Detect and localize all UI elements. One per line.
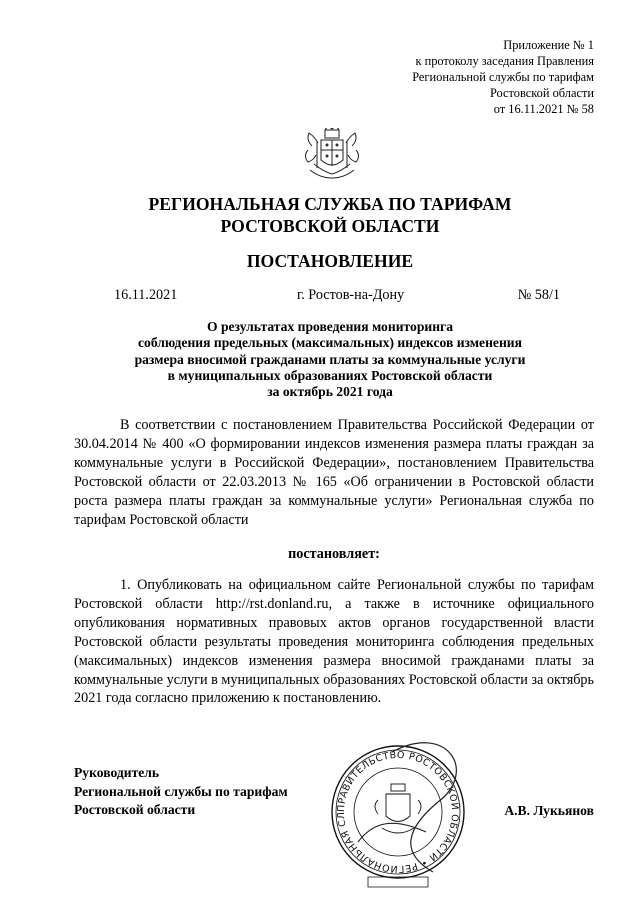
- position-line-2: Региональной службы по тарифам: [74, 783, 288, 799]
- clause-1-paragraph: 1. Опубликовать на официальном сайте Региональной службы по тарифам Ростовской области http://rst.donland.ru, а также в источнике официального опубликования нормативных правовых актов органов государственной власти Ростовской области результаты проведения мониторинга соблюдения предельных (максимальных) индексов изменения размера вносимой гражданами платы за коммунальные услуги в муниципальных образованиях Ростовской области за октябрь 2021 года согласно приложению к постановлению.: [74, 577, 594, 707]
- title-line-2: соблюдения предельных (максимальных) индексов изменения: [138, 335, 522, 351]
- appendix-line-1: Приложение № 1: [503, 38, 594, 52]
- org-line-1: РЕГИОНАЛЬНАЯ СЛУЖБА ПО ТАРИФАМ: [148, 194, 512, 214]
- org-line-2: РОСТОВСКОЙ ОБЛАСТИ: [220, 216, 440, 236]
- appendix-line-2: к протоколу заседания Правления: [415, 54, 594, 68]
- organization-name: [60, 193, 600, 237]
- signatory-position: [74, 764, 288, 820]
- appendix-line-3: Региональной службы по тарифам: [412, 70, 594, 84]
- position-line-3: Ростовской области: [74, 802, 196, 818]
- title-line-1: О результатах проведения мониторинга: [206, 319, 454, 334]
- document-city: г. Ростов-на-Дону: [297, 287, 405, 303]
- official-seal-icon: [328, 732, 468, 892]
- document-date: 16.11.2021: [114, 287, 178, 303]
- document-title: [70, 319, 590, 400]
- svg-text:ПРАВИТЕЛЬСТВО РОСТОВСКОЙ ОБЛАС: ПРАВИТЕЛЬСТВО РОСТОВСКОЙ ОБЛАСТИ • РЕГИОНАЛЬНАЯ СЛ: [335, 749, 461, 875]
- preamble-paragraph: В соответствии с постановлением Правительства Российской Федерации от 30.04.2014 № 400 «О формировании индексов изменения размера платы граждан за коммунальные услуги в Российской Федерации», постановлением Правительства Ростовской области от 22.03.2013 № 165 «Об ограничении в Ростовской области роста размера платы граждан за коммунальные услуги» Региональная служба по тарифам Ростовской области: [74, 417, 594, 528]
- appendix-note: [334, 37, 594, 117]
- document-number: № 58/1: [517, 287, 560, 303]
- coat-of-arms-icon: [300, 128, 364, 180]
- signatory-name: А.В. Лукьянов: [504, 803, 594, 818]
- document-type: ПОСТАНОВЛЕНИЕ: [246, 251, 414, 271]
- position-line-1: Руководитель: [74, 765, 160, 780]
- title-line-5: за октябрь 2021 года: [267, 384, 393, 400]
- appendix-line-5: от 16.11.2021 № 58: [493, 102, 594, 116]
- appendix-line-4: Ростовской области: [489, 86, 594, 100]
- decree-word: постановляет:: [288, 546, 380, 562]
- title-line-4: в муниципальных образованиях Ростовской области: [167, 367, 493, 383]
- title-line-3: размера вносимой гражданами платы за коммунальные услуги: [134, 351, 526, 367]
